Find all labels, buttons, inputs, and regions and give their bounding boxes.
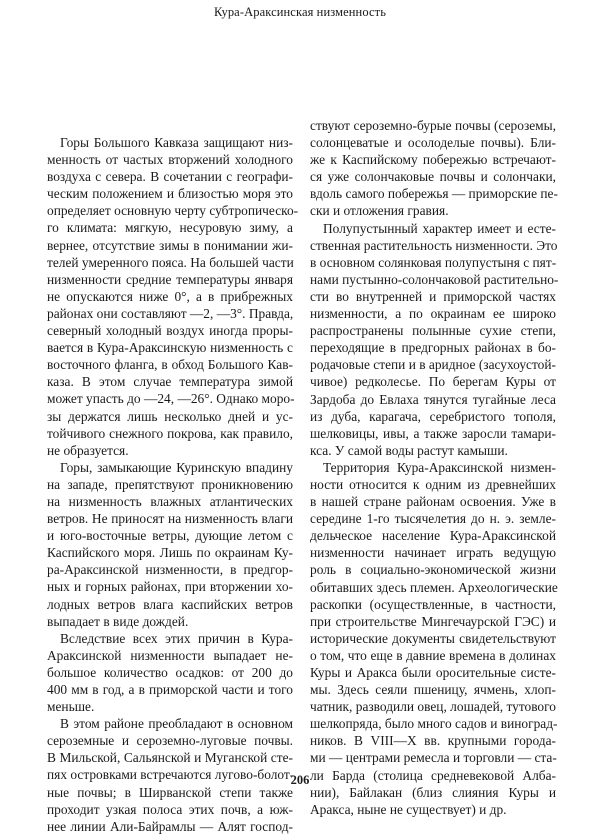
text-line: зы держатся лишь несколько дней и ус- (47, 408, 293, 424)
text-line: го климата: мягкую, несуровую зиму, а (47, 220, 293, 236)
text-line: большое количество осадков: от 200 до (47, 664, 293, 680)
text-line: нии), Байлакан (близ слияния Куры и (310, 784, 556, 800)
text-line: ствуют сероземно-бурые почвы (сероземы, (310, 118, 556, 133)
text-line: мы. Здесь сеяли пшеницу, ячмень, хлоп- (310, 682, 556, 698)
text-line: ности относится к одним из древнейших (310, 476, 556, 492)
text-line: в основном солянковая полупустыня с пят- (310, 254, 557, 270)
text-line: кса. У самой воды растут камыши. (310, 442, 508, 458)
text-line: лодных ветров влага каспийских ветров (47, 596, 293, 612)
text-line: 400 мм в год, а в приморской части и того (47, 682, 293, 697)
text-line: середине 1-го тысячелетия до н. э. земле- (310, 511, 556, 527)
text-line: В Мильской, Сальянской и Муганской сте- (47, 750, 293, 766)
text-line: шелкопряда, было много садов и виноград- (310, 716, 558, 732)
text-line: В этом районе преобладают в основном (60, 716, 293, 732)
text-line: роль в социально-экономической жизни (310, 562, 556, 578)
text-line: вдоль самого побережья — приморские пе- (310, 186, 558, 202)
text-line: ников. В VIII—X вв. крупными города- (310, 733, 556, 749)
text-line: Вследствие всех этих причин в Кура- (60, 630, 293, 646)
text-line: шелковицы, ивы, а также заросли тамари- (310, 425, 556, 441)
text-line: сти во внутренней и приморской частях (310, 288, 556, 304)
text-line: переходящие в предгорных районах в бо- (310, 340, 556, 356)
text-line: при строительстве Мингечаурской ГЭС) и (310, 613, 556, 629)
text-column-left (47, 134, 299, 835)
text-line: же к Каспийскому побережью встречают- (310, 152, 556, 168)
text-line: может упасть до —24, —26°. Однако моро- (47, 391, 295, 407)
text-line: и юго-восточные ветры, дующие летом с (47, 528, 293, 544)
text-line: низменности начинает играть ведущую (310, 545, 556, 561)
text-line: ски и отложения гравия. (310, 203, 449, 219)
text-line: раскопки (осуществленные, в частности, (310, 596, 556, 612)
text-line: родачовые степи и в аридное (засухоустой- (310, 357, 556, 373)
text-line: о том, что еще в давние времена в долинах (310, 647, 556, 663)
running-head-title: Кура-Араксинская низменность (213, 5, 387, 19)
text-line: районах они составляют —2, —3°. Правда, (47, 305, 294, 321)
text-line: ми — центрами ремесла и торговли — ста- (310, 750, 557, 766)
text-line: Горы, замыкающие Куринскую впадину (60, 459, 293, 475)
text-line: низменности средние температуры января (47, 271, 293, 287)
text-line: Полупустынный характер имеет и есте- (323, 220, 556, 236)
text-line: ных и горных районах, при вторжении хо- (47, 579, 293, 595)
text-line: Араксинской низменности выпадает не- (47, 647, 293, 663)
text-line: менность от частых вторжений холодного (47, 152, 293, 168)
text-line: ветров. Не приносят на низменность влаги (47, 511, 293, 527)
text-line: Зардоба до Евлаха тянутся тугайные леса (310, 391, 556, 407)
text-line: вернее, отсутствие зимы в понимании жи- (47, 237, 293, 253)
text-line: Территория Кура-Араксинской низмен- (323, 459, 556, 475)
text-line: чивое) редколесье. По берегам Куры от (310, 374, 556, 390)
text-line: на западе, препятствуют проникновению (47, 476, 293, 492)
text-line: северный холодный воздух иногда проры- (47, 323, 293, 339)
text-line: нами пустынно-солончаковой растительно- (310, 271, 559, 287)
text-line: воздуха с севера. В сочетании с географи- (47, 169, 293, 185)
text-line: Каспийского моря. Лишь по окраинам Ку- (47, 545, 293, 561)
text-line: исторические документы свидетельствуют (310, 630, 556, 646)
text-line: не образуется. (47, 442, 129, 458)
text-line: ные почвы; в Ширванской степи также (47, 784, 293, 800)
text-line: проходит узкая полоса этих почв, а юж- (47, 801, 293, 817)
text-line: пях островками встречаются лугово-болот- (47, 767, 295, 783)
text-line: распространены полынные сухие степи, (310, 323, 556, 339)
text-line: меньше. (47, 699, 95, 715)
text-column-right (310, 117, 559, 818)
text-line: Горы Большого Кавказа защищают низ- (60, 135, 293, 150)
text-line: каза. В этом случае температура зимой (47, 374, 293, 390)
text-line: определяет основную черту субтропическо- (47, 203, 299, 219)
text-line: солонцеватые и осолоделые почвы). Бли- (310, 135, 556, 151)
text-line: из дуба, карагача, серебристого тополя, (310, 408, 556, 424)
text-line: низменности, а по окраинам ее широко (310, 306, 556, 322)
text-line: чатник, разводили овец, лошадей, тутового (310, 699, 556, 715)
text-line: телей умеренного пояса. На большей части (47, 254, 294, 270)
text-line: восточного фланга, в обход Большого Кав- (47, 357, 293, 373)
page-number: 206 (290, 773, 310, 787)
text-line: Аракса, ныне не существует) и др. (310, 801, 507, 817)
text-line: дельческое население Кура-Араксинской (310, 528, 556, 544)
text-line: ра-Араксинской низменности, в предгор- (47, 562, 293, 578)
text-line: в нашей стране районам освоения. Уже в (310, 494, 556, 510)
text-line: обитавших здесь племен. Археологические (310, 579, 558, 595)
text-line: Куры и Аракса были оросительные систе- (310, 665, 556, 680)
text-line: ли Барда (столица средневековой Алба- (310, 767, 556, 783)
text-line: вается в Кура-Араксинскую низменность с (47, 340, 293, 356)
text-line: выпадает в виде дождей. (47, 613, 189, 629)
text-line: ся уже солончаковые почвы и солончаки, (310, 169, 556, 185)
text-line: тойчивого снежного покрова, как правило, (47, 425, 293, 441)
text-line: не опускаются ниже 0°, а в прибрежных (47, 288, 293, 304)
text-line: ческим положением и близостью моря это (47, 186, 293, 202)
text-line: сероземные и сероземно-луговые почвы. (47, 733, 293, 749)
text-line: нее линии Али-Байрамлы — Алят господ- (47, 818, 293, 834)
text-line: ственная растительность низменности. Это (310, 237, 558, 253)
text-line: на низменность влажных атлантических (47, 493, 293, 509)
